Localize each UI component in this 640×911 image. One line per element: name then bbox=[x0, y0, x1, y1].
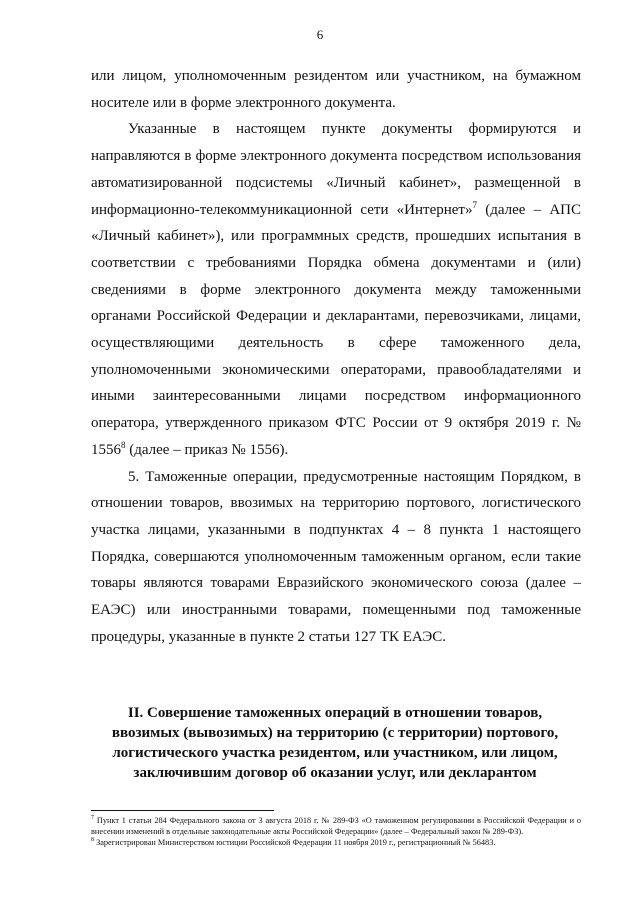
footnote-8 bbox=[91, 837, 581, 848]
footnote-7 bbox=[91, 815, 581, 837]
footnote-reference-8[interactable]: 8 bbox=[121, 439, 126, 450]
page-number: 6 bbox=[316, 27, 324, 42]
footnotes bbox=[91, 815, 581, 849]
footnote-separator bbox=[91, 810, 274, 811]
body-text bbox=[91, 63, 581, 650]
section-heading: II. Совершение таможенных операций в отношении товаров, ввозимых (вывозимых) на территорию (с территории) портового, логистического участка резидентом, или участником, или лицом, заключившим договор об оказании услуг, или декларантом bbox=[111, 705, 559, 781]
paragraph-item-5: 5. Таможенные операции, предусмотренные настоящим Порядком, в отношении товаров, ввозимых на территорию портового, логистического участка лицами, указанными в подпунктах 4 – 8 пункта 1 настоящего Порядка, совершаются уполномоченным таможенным органом, если такие товары являются товарами Евразийского экономического союза (далее – ЕАЭС) или иностранными товарами, помещенными под таможенные процедуры, указанные в пункте 2 статьи 127 ТК ЕАЭС. bbox=[91, 468, 581, 645]
footnote-text: Зарегистрирован Министерством юстиции Российской Федерации 11 ноября 2019 г., регистрационный № 56483. bbox=[94, 838, 496, 848]
paragraph-documents bbox=[91, 116, 581, 463]
footnote-reference-7[interactable]: 7 bbox=[472, 199, 477, 210]
footnote-mark: 8 bbox=[91, 837, 94, 844]
footnote-text: Пункт 1 статьи 284 Федерального закона от 3 августа 2018 г. № 289-ФЗ «О таможенном регулировании в Российской Федерации и о внесении изменений в отдельные законодательные акты Российской Федерации» (далее – Федеральный закон № 289-ФЗ). bbox=[91, 816, 581, 837]
footnote-mark: 7 bbox=[91, 815, 94, 822]
paragraph-text: Указанные в настоящем пункте документы формируются и направляются в форме электронного документа посредством использования автоматизированной подсистемы «Личный кабинет», размещенной в информационно-телекоммуникационной сети «Интернет» bbox=[91, 121, 581, 218]
paragraph-continuation: или лицом, уполномоченным резидентом или участником, на бумажном носителе или в форме электронного документа. bbox=[91, 68, 581, 111]
paragraph-text: (далее – приказ № 1556). bbox=[125, 441, 289, 458]
paragraph-text: (далее – АПС «Личный кабинет»), или программных средств, прошедших испытания в соответствии с требованиями Порядка обмена документами и (или) сведениями в форме электронного документа между таможенными органами Российской Федерации и декларантами, перевозчиками, лицами, осуществляющими деятельность в сфере таможенного дела, уполномоченными экономическими операторами, правообладателями и иными заинтересованными лицами посредством информационного оператора, утвержденного приказом ФТС России от 9 октября 2019 г. № 1556 bbox=[91, 201, 581, 458]
